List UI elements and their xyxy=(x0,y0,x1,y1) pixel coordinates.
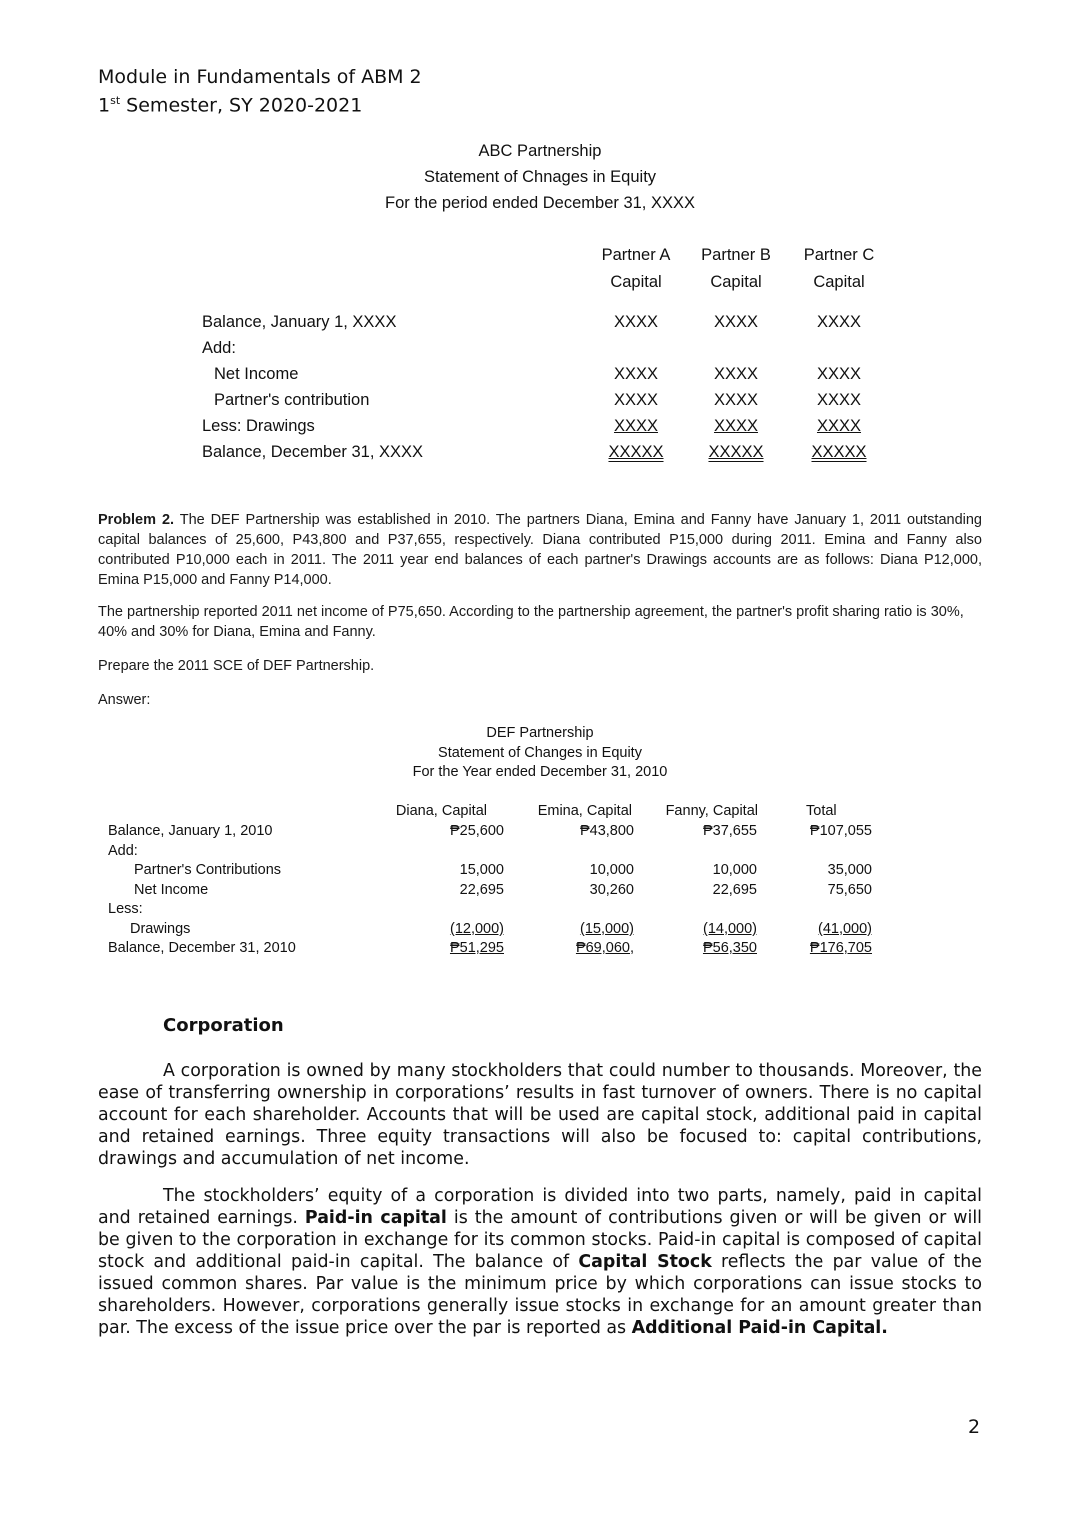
semester-rest: Semester, SY 2020-2021 xyxy=(120,94,363,117)
problem-instruction: Prepare the 2011 SCE of DEF Partnership. xyxy=(98,658,375,674)
table2-row-label: Net Income xyxy=(134,882,209,898)
table2-cell: 22,695 xyxy=(712,882,757,898)
table2-cell: (15,000) xyxy=(579,921,634,937)
table1-cell-text: XXXXX xyxy=(608,443,664,461)
table2-cell: 22,695 xyxy=(459,882,504,898)
table1-cell: XXXX xyxy=(816,313,862,331)
table1-period: For the period ended December 31, XXXX xyxy=(384,194,695,212)
table2-cell: ₱25,600 xyxy=(449,823,504,839)
corporation-paragraph-2 xyxy=(98,1185,982,1339)
table1-row-label: Balance, January 1, XXXX xyxy=(202,313,397,331)
para2-text-d: reflects the par value of the issued common shares. Par value is the minimum price by which corporations can issue stocks to shareholders. However, corporations generally issue stocks in exchange for an amount greater than par. The excess of the issue price over the par is reported as xyxy=(98,1252,982,1338)
semester-num: 1 xyxy=(98,94,111,117)
table1-row-label: Add: xyxy=(202,339,236,357)
table1-col-head-2b: Capital xyxy=(710,273,762,291)
table2-row-label: Partner's Contributions xyxy=(134,862,282,878)
table1-cell xyxy=(586,417,686,436)
table2-cell: ₱51,295 xyxy=(449,940,504,956)
table2-cell: (14,000) xyxy=(702,921,757,937)
table1-cell xyxy=(686,443,786,462)
table2-col-head: Emina, Capital xyxy=(537,803,632,819)
table1-cell xyxy=(586,443,686,462)
problem-paragraph-2: The partnership reported 2011 net income of P75,650. According to the partnership agreement, the partner's profit sharing ratio is 30%, 40% and 30% for Diana, Emina and Fanny. xyxy=(98,604,964,640)
table1-cell: XXXX xyxy=(613,391,659,409)
table2-cell: 75,650 xyxy=(827,882,872,898)
table2-row-label: Less: xyxy=(108,901,143,917)
table2-cell: (12,000) xyxy=(449,921,504,937)
table2-title: DEF Partnership xyxy=(486,725,594,741)
module-title: Module in Fundamentals of ABM 2 xyxy=(98,66,422,88)
table2-cell: (41,000) xyxy=(817,921,872,937)
para2-term-paid-in-capital: Paid-in capital xyxy=(304,1208,447,1228)
table2-cell: ₱56,350 xyxy=(702,940,757,956)
page-number: 2 xyxy=(968,1416,981,1438)
table2-cell: 35,000 xyxy=(827,862,872,878)
table2-row-label: Balance, December 31, 2010 xyxy=(108,940,296,956)
corporation-heading: Corporation xyxy=(163,1015,284,1036)
table1-col-head-1b: Capital xyxy=(610,273,662,291)
table1-col-head-3b: Capital xyxy=(813,273,865,291)
table1-cell: XXXX xyxy=(713,365,759,383)
table1-cell: XXXX xyxy=(816,391,862,409)
problem-paragraph xyxy=(98,510,982,590)
table1-subtitle: Statement of Chnages in Equity xyxy=(423,168,657,186)
table1-cell: XXXX xyxy=(613,365,659,383)
table1-col-head-1: Partner A xyxy=(601,246,671,264)
table2-cell: 10,000 xyxy=(589,862,634,878)
table1-cell-text: XXXX xyxy=(713,417,759,435)
table2-subtitle: Statement of Changes in Equity xyxy=(438,745,642,761)
table1-cell: XXXX xyxy=(816,365,862,383)
table2-cell: 15,000 xyxy=(459,862,504,878)
table2-cell: ₱37,655 xyxy=(702,823,757,839)
para2-term-additional-paid-in: Additional Paid-in Capital. xyxy=(631,1318,888,1338)
table1-row-label: Balance, December 31, XXXX xyxy=(202,443,424,461)
table1-cell-text: XXXX xyxy=(613,417,659,435)
table2-cell: ₱69,060, xyxy=(575,940,634,956)
table2-period: For the Year ended December 31, 2010 xyxy=(412,764,668,780)
table2-cell: 30,260 xyxy=(589,882,634,898)
table1-col-head-2: Partner B xyxy=(701,246,771,264)
table1-cell: XXXX xyxy=(613,313,659,331)
table2-cell: ₱176,705 xyxy=(809,940,872,956)
corporation-paragraph-1: A corporation is owned by many stockholders that could number to thousands. Moreover, the ease of transferring ownership in corporations’ results in fast turnover of owners. There is no capital account for each shareholder. Accounts that will be used are capital stock, additional paid in capital and retained earnings. Three equity transactions will also be focused to: capital contributions, drawings and accumulation of net income. xyxy=(98,1061,982,1169)
problem-label: Problem 2. xyxy=(98,512,175,528)
answer-label: Answer: xyxy=(98,692,151,708)
semester-line xyxy=(98,89,362,117)
table1-cell-text: XXXX xyxy=(816,417,862,435)
para2-text-a: The stockholders’ equity of a corporation is divided into two parts, namely, paid in capital and retained earnings. xyxy=(98,1186,982,1228)
table1-cell xyxy=(789,417,889,436)
table2-col-head: Total xyxy=(806,803,837,819)
table2-row-label: Balance, January 1, 2010 xyxy=(108,823,273,839)
semester-sup: st xyxy=(110,94,121,107)
table2-cell: ₱43,800 xyxy=(579,823,634,839)
table2-cell: 10,000 xyxy=(712,862,757,878)
table1-title: ABC Partnership xyxy=(478,142,602,160)
table1-cell: XXXX xyxy=(713,313,759,331)
table2-col-head: Fanny, Capital xyxy=(665,803,758,819)
para2-term-capital-stock: Capital Stock xyxy=(578,1252,712,1272)
table2-row-label: Drawings xyxy=(130,921,191,937)
table2-col-head: Diana, Capital xyxy=(395,803,487,819)
table1-cell xyxy=(686,417,786,436)
table1-col-head-3: Partner C xyxy=(803,246,875,264)
table1-cell-text: XXXXX xyxy=(811,443,867,461)
table1-cell: XXXX xyxy=(713,391,759,409)
table1-row-label: Net Income xyxy=(214,365,299,383)
table1-row-label: Less: Drawings xyxy=(202,417,315,435)
table1-cell xyxy=(789,443,889,462)
table1-row-label: Partner's contribution xyxy=(214,391,370,409)
table2-row-label: Add: xyxy=(108,843,138,859)
table1-cell-text: XXXXX xyxy=(708,443,764,461)
problem-text: The DEF Partnership was established in 2010. The partners Diana, Emina and Fanny have January 1, 2011 outstanding capital balances of 25,600, P43,800 and P37,655, respectively. Diana contributed P15,000 during 2011. Emina and Fanny also contributed P10,000 each in 2011. The 2011 year end balances of each partner's Drawings accounts are as follows: Diana P12,000, Emina P15,000 and Fanny P14,000. xyxy=(98,512,982,588)
table2-cell: ₱107,055 xyxy=(809,823,872,839)
para2-text-c: is the amount of contributions given or will be given or will be given to the corporation in exchange for its common stocks. Paid-in capital is composed of capital stock and additional paid-in capital. The balance of xyxy=(98,1208,982,1272)
